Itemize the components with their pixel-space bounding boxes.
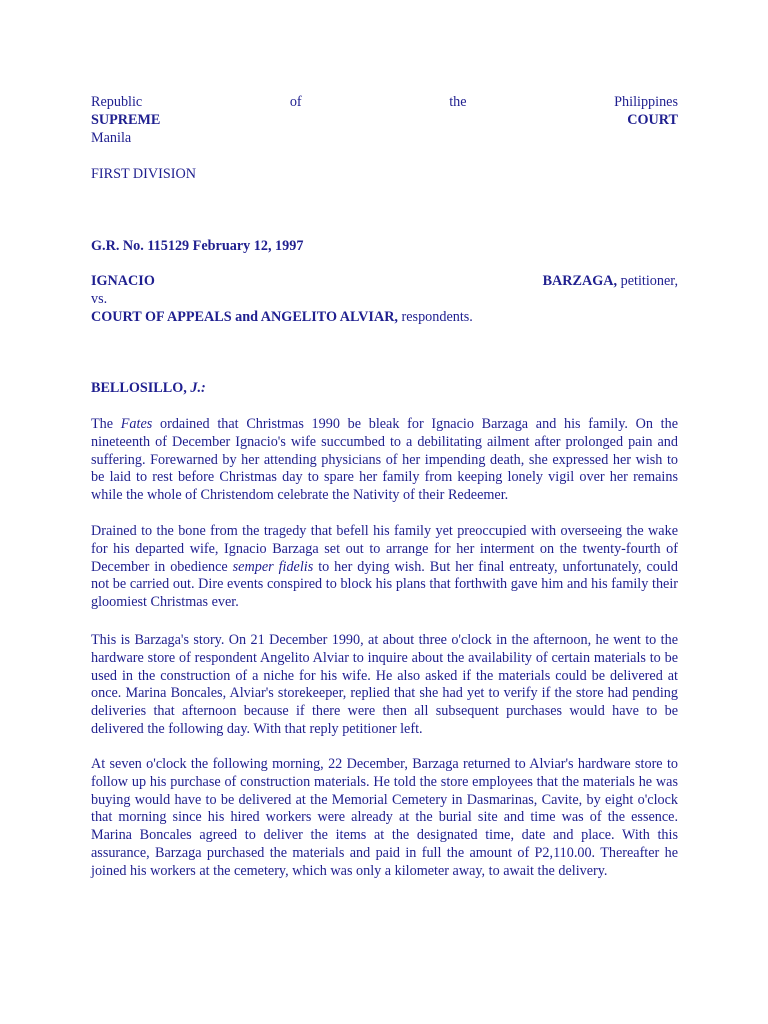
p2-start: Drained to the bone from the tragedy that befell his family yet preoccupied with overseeing the wake for his departed wife, Ignacio Barzaga set out to arrange for her interment on the twenty-fourth of December in obedience [91, 523, 678, 575]
respondents-role: respondents. [397, 308, 473, 325]
case-parties [91, 273, 678, 326]
petitioner-last-name: BARZAGA, [542, 273, 618, 289]
respondents-line [91, 309, 678, 327]
court-name-right: COURT [627, 111, 678, 128]
versus: vs. [91, 290, 108, 307]
p1-rest: ordained that Christmas 1990 be bleak for Ignacio Barzaga and his family. On the nineteenth of December Ignacio's wife succumbed to a debilitating ailment after prolonged pain and suffering. Forewarned by her attending physicians of her impending death, she expressed her wish to be laid to rest before Christmas day to spare her family from keeping lonely vigil over her remains while the whole of Christendom celebrate the Nativity of their Redeemer. [91, 416, 678, 504]
petitioner-last [543, 273, 678, 291]
header-word: the [449, 94, 467, 110]
header-word: Republic [91, 94, 143, 110]
header-line-republic [91, 94, 678, 112]
paragraph-2 [91, 523, 678, 612]
header-city: Manila [91, 129, 132, 146]
paragraph-4: At seven o'clock the following morning, 22 December, Barzaga returned to Alviar's hardware store to follow up his purchase of construction materials. He told the store employees that the materials he was buying would have to be delivered at the Memorial Cemetery in Dasmarinas, Cavite, by eight o'clock that morning since his hired workers were already at the burial site and time was of the essence. Marina Boncales agreed to deliver the items at the designated time, date and place. With this assurance, Barzaga purchased the materials and paid in full the amount of P2,110.00. Thereafter he joined his workers at the cemetery, which was only a kilometer away, to await the delivery. [91, 756, 678, 879]
respondents-names: COURT OF APPEALS and ANGELITO ALVIAR, [91, 308, 398, 325]
paragraph-3: This is Barzaga's story. On 21 December 1990, at about three o'clock in the afternoon, he went to the hardware store of respondent Angelito Alviar to inquire about the availability of certain materials to be used in the construction of a niche for his wife. He also asked if the materials could be delivered at once. Marina Boncales, Alviar's storekeeper, replied that she had yet to verify if the store had pending deliveries that afternoon because if there were then all subsequent purchases would have to be delivered the following day. With that reply petitioner left. [91, 632, 678, 737]
petitioner-line [91, 273, 678, 291]
p1-italic: Fates [120, 416, 153, 432]
paragraph-1 [91, 416, 678, 505]
header-word: of [289, 94, 302, 110]
case-number: G.R. No. 115129 February 12, 1997 [91, 238, 304, 254]
court-name-left: SUPREME [91, 111, 161, 128]
petitioner-first-name: IGNACIO [91, 273, 155, 289]
ponente-suffix: J.: [190, 380, 206, 396]
header-word: Philippines [614, 94, 678, 110]
division-label: FIRST DIVISION [91, 166, 196, 182]
court-header [91, 94, 678, 147]
ponente-name: BELLOSILLO, [91, 380, 191, 396]
p1-start: The [91, 416, 121, 432]
p2-rest: to her dying wish. But her final entreaty, unfortunately, could not be carried out. Dire events conspired to block his plans that forthwith gave him and his family their gloomiest Christmas ever. [91, 558, 678, 611]
p2-italic: semper fidelis [232, 558, 314, 575]
header-line-court [91, 112, 678, 130]
petitioner-role: petitioner, [617, 273, 678, 289]
ponente [91, 380, 678, 398]
